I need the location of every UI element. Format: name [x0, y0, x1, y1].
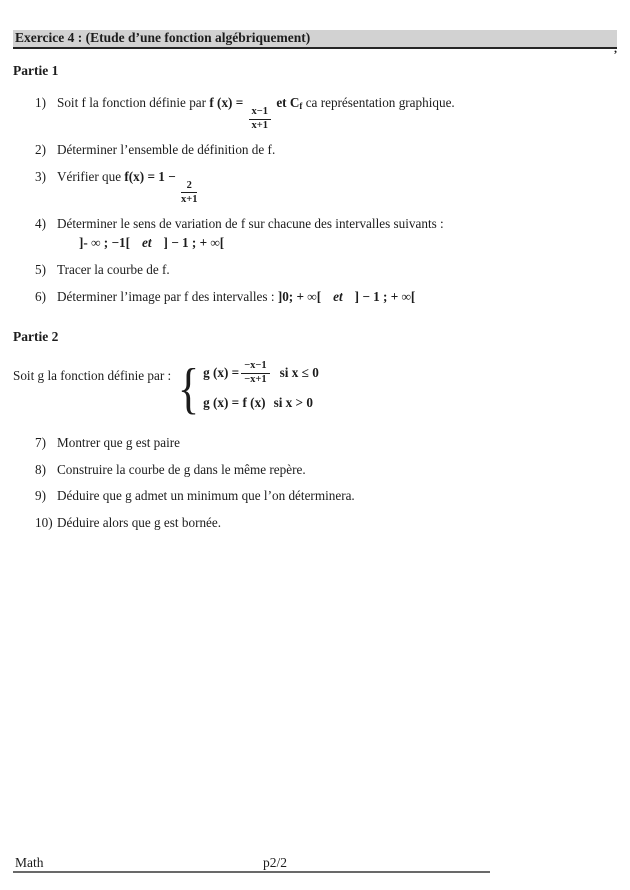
- item-text: [57, 95, 617, 132]
- item-text: Montrer que g est paire: [57, 435, 181, 451]
- fraction-denominator: −x+1: [244, 374, 267, 386]
- fraction-denominator: x+1: [180, 193, 198, 205]
- interval-right: ] − 1 ; + ∞[: [354, 288, 416, 304]
- footer-rule: [13, 856, 490, 873]
- piecewise-cases: [203, 357, 319, 411]
- item-number: 1): [35, 95, 46, 110]
- et-word: et: [141, 235, 152, 251]
- item6-pre: Déterminer l’image par f des intervalles :: [57, 288, 275, 304]
- footer-page-number: p2/2: [263, 855, 288, 870]
- item-number: 8): [35, 461, 46, 477]
- item1-post: ca représentation graphique.: [305, 95, 455, 110]
- g-definition-intro: Soit g la fonction définie par :: [13, 368, 172, 384]
- item-text: [57, 289, 617, 306]
- footer-subject: Math: [15, 855, 44, 870]
- item-number: 4): [35, 215, 46, 231]
- part2-heading: Partie 2: [13, 329, 59, 345]
- fraction-numerator: x−1: [249, 106, 271, 120]
- title-trailing-mark: ,: [614, 41, 617, 55]
- item4-intervals: [79, 235, 617, 251]
- exercise-title: Exercice 4 : (Etude d’une fonction algébriquement): [15, 30, 311, 45]
- item-number: 9): [35, 488, 46, 504]
- item1-subscript: f: [299, 101, 303, 111]
- list-item-5: [13, 262, 617, 279]
- part2-items: [13, 435, 617, 541]
- case-2: [203, 395, 319, 411]
- item-text: Déterminer le sens de variation de f sur chacune des intervalles suivants :: [57, 215, 444, 231]
- item-text: Construire la courbe de g dans le même repère.: [57, 461, 306, 477]
- list-item-9: [13, 488, 617, 505]
- item1-mid: et C: [276, 95, 300, 110]
- list-item-4: [13, 216, 617, 233]
- item3-pre: Vérifier que: [57, 168, 122, 184]
- et-word: et: [333, 288, 343, 304]
- fraction: [249, 106, 271, 132]
- item-number: 5): [35, 262, 46, 278]
- curly-brace: {: [177, 358, 200, 421]
- fraction-denominator: x+1: [251, 120, 269, 132]
- item-number: 6): [35, 288, 46, 304]
- list-item-10: [13, 515, 617, 532]
- list-item-7: [13, 435, 617, 452]
- item-text: Déterminer l’ensemble de définition de f.: [57, 142, 276, 158]
- item-number: 10): [35, 514, 53, 530]
- case1-lhs: g (x) =: [203, 365, 240, 381]
- list-item-6: [13, 289, 617, 306]
- fraction-numerator: 2: [181, 180, 197, 194]
- g-definition: [13, 357, 617, 421]
- item1-pre: Soit f la fonction définie par: [57, 95, 207, 110]
- list-item-2: [13, 142, 617, 159]
- fraction: [241, 360, 269, 386]
- list-item-1: [13, 95, 617, 132]
- interval-left: ]0; + ∞[: [277, 288, 322, 304]
- interval-left: ]- ∞ ; −1[: [79, 235, 130, 251]
- item-number: 7): [35, 435, 46, 451]
- item3-formula-lhs: f(x) = 1 −: [124, 168, 176, 184]
- fraction: [181, 180, 197, 206]
- interval-right: ] − 1 ; + ∞[: [163, 235, 225, 251]
- case2-lhs: g (x) = f (x): [203, 395, 266, 411]
- exercise-title-bar: [13, 30, 617, 55]
- item-number: 2): [35, 142, 46, 158]
- case2-condition: si x > 0: [273, 395, 313, 411]
- item-text: Tracer la courbe de f.: [57, 262, 170, 278]
- list-item-8: [13, 462, 617, 479]
- item1-formula-lhs: f (x) =: [209, 95, 244, 110]
- case-1: [203, 360, 319, 386]
- list-item-3: [13, 169, 617, 206]
- item-text: Déduire alors que g est bornée.: [57, 514, 222, 530]
- fraction-numerator: −x−1: [241, 360, 269, 374]
- page-footer: [13, 856, 617, 890]
- item-text: [57, 169, 617, 206]
- item-number: 3): [35, 168, 46, 184]
- part1-heading: Partie 1: [13, 63, 59, 78]
- part1-items: [13, 95, 617, 315]
- item-text: Déduire que g admet un minimum que l’on déterminera.: [57, 488, 355, 504]
- case1-condition: si x ≤ 0: [279, 365, 319, 381]
